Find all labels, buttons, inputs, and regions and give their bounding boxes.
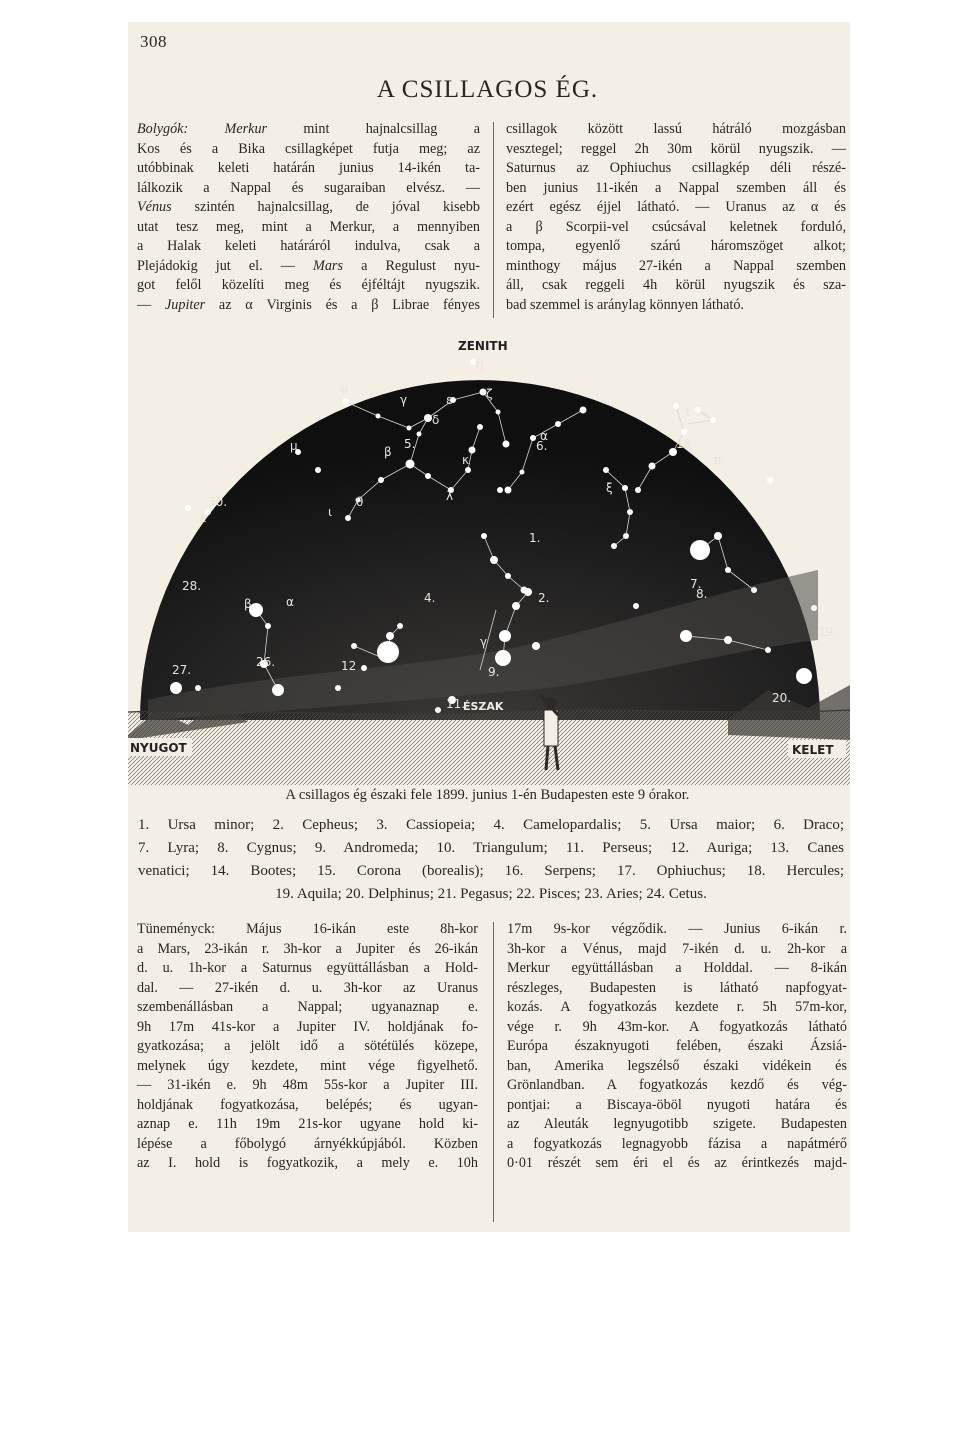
text-line: részleges, Budapesten is látható napfogyat- bbox=[507, 979, 847, 996]
text-line: Tüneményck: Május 16-ikán este 8h-kor bbox=[137, 921, 478, 937]
text-line: az Aleuták legnyugotibb szigete. Budapesten bbox=[507, 1116, 847, 1132]
text-line: — bbox=[137, 296, 165, 313]
constellation-number: 2. bbox=[538, 591, 550, 605]
planet-name-venus: Vénus bbox=[137, 199, 172, 215]
text-line: lépése a főbolygó árnyékkúpjából. Közben bbox=[137, 1135, 478, 1152]
constellation-number: 18. bbox=[676, 437, 696, 451]
text-line: minthogy május 27-ikén a Nappal szemben bbox=[506, 257, 846, 274]
constellation-number: 12 bbox=[341, 659, 357, 673]
star-letter: μ bbox=[290, 439, 298, 453]
text-line: a Halak keleti határáról indulva, csak a bbox=[137, 238, 480, 254]
text-line: utat tesz meg, mint a Merkur, a mennyiben bbox=[137, 218, 480, 235]
text-line: szintén hajnalcsillag, de jóval kisebb bbox=[171, 199, 480, 215]
legend-line: venatici; 14. Bootes; 15. Corona (borealis); 16. Serpens; 17. Ophiuchus; 18. Hercules; bbox=[138, 863, 844, 879]
figure-caption: A csillagos ég északi fele 1899. junius 1-én Budapesten este 9 órakor. bbox=[285, 787, 690, 803]
text-line: melynek úgy kezdete, mint vége figyelhető. bbox=[137, 1057, 478, 1074]
text-line: Grönlandban. A fogyatkozás kezdő és vég- bbox=[507, 1077, 847, 1093]
east-label: KELET bbox=[792, 743, 834, 757]
constellation-number: 7. bbox=[690, 577, 702, 591]
star-letter: γ bbox=[400, 393, 408, 407]
star-letter: β bbox=[384, 445, 392, 459]
constellation-number: 28. bbox=[182, 579, 202, 593]
text-line: az α Virginis és a β Librae fényes bbox=[205, 296, 481, 313]
text-line: holdjának fogyatkozása, belépés; és ugyan- bbox=[137, 1096, 478, 1113]
text-line: — 31-ikén e. 9h 48m 55s-kor a Jupiter III. bbox=[137, 1077, 478, 1093]
north-label: ÉSZAK bbox=[463, 700, 504, 713]
planet-name-mars: Mars bbox=[313, 257, 343, 274]
star-map-svg bbox=[128, 340, 850, 785]
text-line: szembenállásban a Nappal; ugyanaznap e. bbox=[137, 999, 478, 1015]
section-label-bolygok: Bolygók: bbox=[137, 121, 189, 137]
text-line: kozás. A fogyatkozás kezdete r. 5h 57m-kor, bbox=[507, 999, 847, 1015]
text-line: got felől közelíti meg és éjféltájt nyugszik. bbox=[137, 277, 480, 293]
text-line: az I. hold is fogyatkozik, a mely e. 10h bbox=[137, 1155, 478, 1171]
constellation-number: 9. bbox=[488, 665, 500, 679]
star-letter: ε bbox=[200, 511, 207, 525]
text-line: 3h-kor a Vénus, majd 7-ikén d. u. 2h-kor a bbox=[507, 940, 847, 957]
planet-name-merkur: Merkur bbox=[188, 121, 268, 137]
text-line: bad szemmel is aránylag könnyen látható. bbox=[506, 296, 744, 313]
star-letter: γ bbox=[480, 635, 488, 649]
text-line: dal. — 27-ikén d. u. 3h-kor az Uranus bbox=[137, 979, 478, 996]
text-line: vesztegel; reggel 2h 30m körül nyugszik. — bbox=[506, 140, 846, 157]
constellation-number: 26. bbox=[256, 655, 276, 669]
constellation-number: 4. bbox=[424, 591, 436, 605]
west-label: NYUGOT bbox=[130, 741, 187, 755]
text-line: Plejádokig jut el. — bbox=[137, 257, 314, 274]
text-line: Európa északnyugoti felében, északi Ázsiá- bbox=[507, 1038, 847, 1054]
column-divider bbox=[493, 922, 494, 1222]
top-left-column bbox=[137, 120, 480, 315]
text-line: vége r. 9h 43m-kor. A fogyatkozás látható bbox=[507, 1018, 847, 1035]
text-line: a β Scorpii-vel csúcsával keletnek forduló, bbox=[506, 218, 846, 235]
text-line: ezért egész éjjel látható. — Uranus az α és bbox=[506, 199, 846, 215]
constellation-number: 5. bbox=[404, 437, 416, 451]
text-line: 17m 9s-kor végződik. — Junius 6-ikán r. bbox=[507, 921, 847, 937]
text-line: ban, Amerika legszélső északi vidékein és bbox=[507, 1057, 847, 1074]
star-letter: ε bbox=[446, 393, 453, 407]
top-right-column bbox=[506, 120, 846, 315]
constellation-number: 30. bbox=[208, 495, 228, 509]
bottom-right-column bbox=[507, 920, 847, 1174]
text-line: ben junius 11-ikén a Nappal szemben áll és bbox=[506, 179, 846, 196]
star-letter: κ bbox=[462, 453, 470, 467]
text-line: tompa, egyenlő szárú háromszöget alkot; bbox=[506, 238, 846, 254]
legend-line: 19. Aquila; 20. Delphinus; 21. Pegasus; 22. Pisces; 23. Aries; 24. Cetus. bbox=[275, 886, 707, 902]
star-letter: ζ bbox=[486, 387, 493, 401]
star-letter: η bbox=[476, 357, 484, 371]
text-line: áll, csak reggeli 4h körül nyugszik és sza- bbox=[506, 277, 846, 293]
star-letter: λ bbox=[446, 489, 454, 503]
constellation-number: 19. bbox=[818, 625, 838, 639]
text-line: gyatkozása; a jelölt idő a sötétülés közepe, bbox=[137, 1038, 478, 1054]
constellation-number: 8. bbox=[696, 587, 708, 601]
text-line: 0·01 részét sem éri el és az érintkezés majd- bbox=[507, 1155, 847, 1171]
zenith-label: ZENITH bbox=[458, 340, 508, 353]
text-line: mint hajnalcsillag a bbox=[267, 121, 480, 137]
star-letter: θ bbox=[356, 495, 364, 509]
star-letter: τ bbox=[684, 405, 692, 419]
text-line: csillagok között lassú hátráló mozgásban bbox=[506, 121, 846, 137]
star-letter: ξ bbox=[606, 481, 613, 495]
star-map bbox=[128, 340, 850, 785]
star-letter: β bbox=[244, 597, 252, 611]
constellation-number: 1. bbox=[529, 531, 541, 545]
bottom-left-column bbox=[137, 920, 478, 1174]
text-line: a Regulust nyu- bbox=[342, 257, 481, 274]
text-line: a fogyatkozás legnagyobb fázisa a napátmérő bbox=[507, 1135, 847, 1152]
text-line: Kos és a Bika csillagképet futja meg; az bbox=[137, 140, 480, 157]
text-line: lálkozik a Nappal és sugaraiban elvész. — bbox=[137, 179, 480, 196]
text-line: pontjai: a Biscaya-öböl nyugoti határa és bbox=[507, 1096, 847, 1113]
text-line: d. u. 1h-kor a Saturnus együttállásban a Hold- bbox=[137, 960, 478, 976]
text-line: Merkur együttállásban a Holddal. — 8-ikán bbox=[507, 960, 847, 976]
planet-name-jupiter: Jupiter bbox=[164, 296, 206, 313]
legend-line: 1. Ursa minor; 2. Cepheus; 3. Cassiopeia; 4. Camelopardalis; 5. Ursa maior; 6. Draco; bbox=[138, 817, 844, 833]
star-letter: α bbox=[286, 595, 294, 609]
star-letter: δ bbox=[432, 413, 440, 427]
constellation-number: 6. bbox=[536, 439, 548, 453]
text-line: a Mars, 23-ikán r. 3h-kor a Jupiter és 26-ikán bbox=[137, 940, 478, 957]
column-divider bbox=[493, 122, 494, 318]
star-letter: ι bbox=[328, 505, 333, 519]
constellation-legend bbox=[138, 814, 844, 906]
legend-line: 7. Lyra; 8. Cygnus; 9. Andromeda; 10. Triangulum; 11. Perseus; 12. Auriga; 13. Canes bbox=[138, 840, 844, 856]
text-line: utóbbinak keleti határán junius 14-ikén ta- bbox=[137, 160, 480, 176]
text-line: Saturnus az Ophiuchus csillagkép déli részé- bbox=[506, 160, 846, 176]
star-letter: π bbox=[714, 453, 722, 467]
star-letter: α bbox=[540, 429, 548, 443]
page-number: 308 bbox=[140, 32, 167, 51]
constellation-number: 11. bbox=[446, 697, 466, 711]
text-line: aznap e. 11h 19m 21s-kor ugyane hold ki- bbox=[137, 1116, 478, 1132]
text-line: 9h 17m 41s-kor a Jupiter IV. holdjának fo- bbox=[137, 1018, 478, 1035]
constellation-number: 27. bbox=[172, 663, 192, 677]
page-title: A CSILLAGOS ÉG. bbox=[376, 76, 599, 103]
constellation-number: 20. bbox=[772, 691, 792, 705]
star-letter: ψ bbox=[340, 381, 348, 395]
